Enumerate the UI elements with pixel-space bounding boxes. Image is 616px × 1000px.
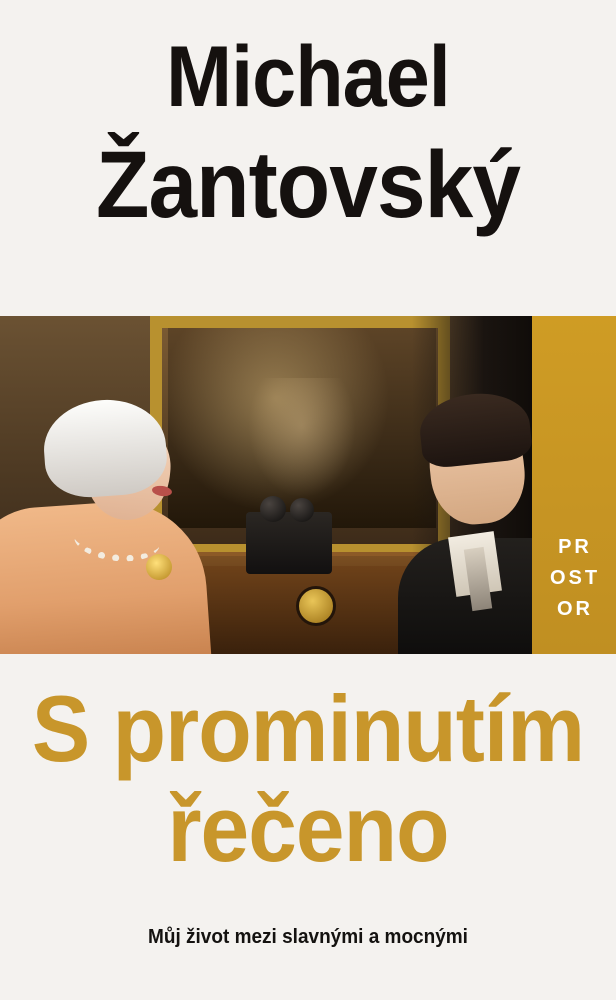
- author-block: [0, 0, 616, 316]
- photo-band: [0, 316, 616, 654]
- title-block: [0, 654, 616, 1000]
- desk-seal: [296, 586, 336, 626]
- publisher-logo-line-2: OST: [549, 567, 601, 589]
- book-title-line-1: S prominutím: [31, 676, 585, 781]
- author-first-name: Michael: [166, 29, 450, 125]
- author-last-name: Žantovský: [95, 132, 521, 238]
- book-title-line-2: řečeno: [167, 776, 449, 881]
- publisher-logo-line-3: OR: [557, 598, 593, 620]
- publisher-logo-line-1: PR: [558, 536, 592, 558]
- gold-brooch: [146, 554, 172, 580]
- desk-ornament: [246, 512, 332, 574]
- publisher-logo: [548, 532, 602, 625]
- cover-photograph: [0, 316, 532, 654]
- book-subtitle: Můj život mezi slavnými a mocnými: [148, 926, 468, 948]
